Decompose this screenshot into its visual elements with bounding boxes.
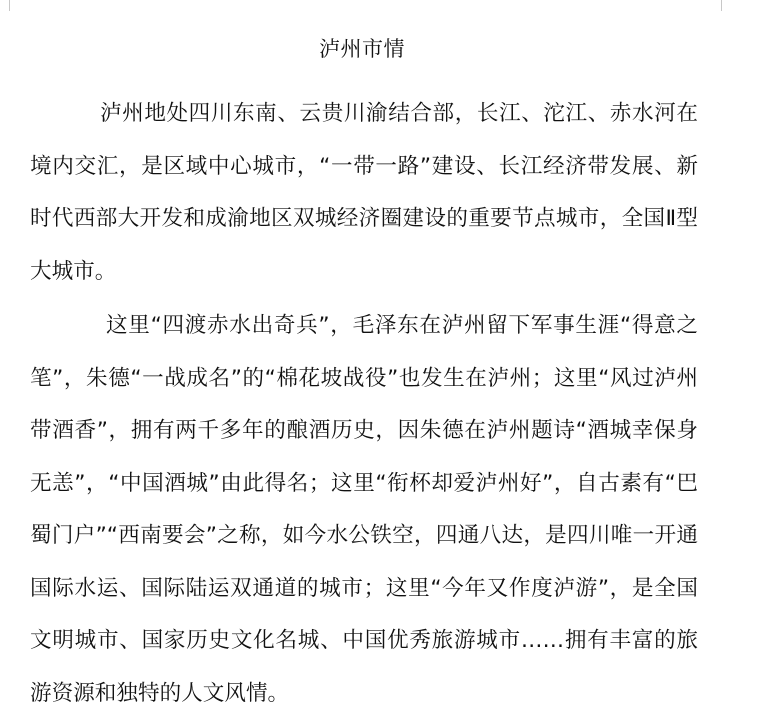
- paragraph-luzhou-location: 泸州地处四川东南、云贵川渝结合部，长江、沱江、赤水河在境内交汇，是区域中心城市，“一带一路”建设、长江经济带发展、新时代西部大开发和成渝地区双城经济圈建设的重要节点城市，全国Ⅱ型大城市。: [30, 101, 698, 284]
- document-title: 泸州市情: [319, 37, 405, 61]
- margin-corner-mark-right: [721, 0, 722, 11]
- paragraph-luzhou-history: 这里“四渡赤水出奇兵”，毛泽东在泸州留下军事生涯“得意之笔”，朱德“一战成名”的“棉花坡战役”也发生在泸州；这里“风过泸州带酒香”，拥有两千多年的酿酒历史，因朱德在泸州题诗“酒城幸保身无恙”，“中国酒城”由此得名；这里“衔杯却爱泸州好”，自古素有“巴蜀门户”“西南要会”之称，如今水公铁空，四通八达，是四川唯一开通国际水运、国际陆运双通道的城市；这里“今年又作度泸游”，是全国文明城市、国家历史文化名城、中国优秀旅游城市……拥有丰富的旅游资源和独特的人文风情。: [30, 313, 699, 706]
- margin-corner-mark-left: [9, 0, 10, 11]
